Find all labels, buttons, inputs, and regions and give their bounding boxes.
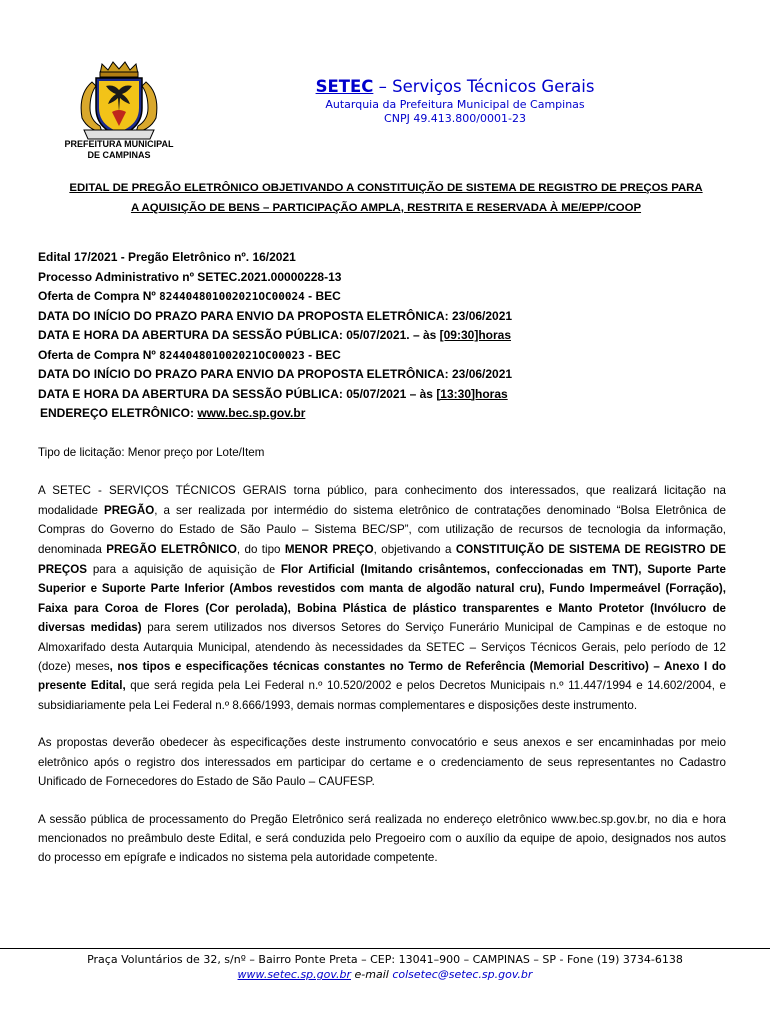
org-fullname: – Serviços Técnicos Gerais bbox=[373, 77, 595, 96]
org-subtitle: Autarquia da Prefeitura Municipal de Campinas bbox=[325, 98, 585, 111]
text-run: , objetivando a bbox=[373, 542, 456, 556]
email-link[interactable]: colsetec@setec.sp.gov.br bbox=[392, 968, 533, 981]
text-run: , a ser realizada por intermédio do sistema eletrônico de contratações denominado “Bolsa Eletrônica de Compras do Governo do Estado de São Paulo – Sistema BEC/SP”, com utilização de recursos de tecnologia da informação, denominada bbox=[38, 503, 726, 556]
abertura-label: DATA E HORA DA ABERTURA DA SESSÃO PÚBLICA: 05/07/2021 bbox=[38, 328, 407, 342]
abertura-label: DATA E HORA DA ABERTURA DA SESSÃO PÚBLICA: 05/07/2021 bbox=[38, 386, 407, 401]
abertura-time: [13:30]horas bbox=[436, 386, 508, 401]
abertura-sep: – às bbox=[406, 386, 437, 401]
website-link[interactable]: www.setec.sp.gov.br bbox=[237, 968, 351, 981]
endereco-eletronico bbox=[38, 404, 738, 424]
paragraph-propostas: As propostas deverão obedecer às especificações deste instrumento convocatório e seus anexos e ser encaminhadas por meio eletrônico após o registro dos interessados em participar do certame e o credenciamento de seus representantes no Cadastro Unificado de Fornecedores do Estado de São Paulo – CAUFESP. bbox=[38, 736, 726, 789]
title-line2: A AQUISIÇÃO DE BENS – PARTICIPAÇÃO AMPLA, RESTRITA E RESERVADA À ME/EPP/COOP bbox=[130, 202, 642, 214]
paragraph-sessao-publica: A sessão pública de processamento do Pregão Eletrônico será realizada no endereço eletrônico www.bec.sp.gov.br, no dia e hora mencionados no preâmbulo deste Edital, e será conduzida pelo Pregoeiro com o auxílio da equipe de apoio, designados nos autos do processo em epígrafe e indicados no sistema pela autoridade competente. bbox=[38, 812, 726, 865]
tipo-licitacao: Tipo de licitação: Menor preço por Lote/Item bbox=[38, 446, 265, 459]
text-run-serif: aquisição de bbox=[207, 561, 275, 577]
oferta-suffix: - BEC bbox=[304, 289, 341, 303]
edital-metadata bbox=[38, 248, 738, 424]
paragraph-preambulo bbox=[38, 481, 726, 715]
oferta-label: Oferta de Compra Nº bbox=[38, 347, 160, 362]
document-title bbox=[36, 178, 736, 218]
text-run-bold: , nos tipos e especificações técnicas constantes no Termo de Referência (Memorial Descritivo) – Anexo I do presente Edital, bbox=[38, 660, 726, 693]
logo-caption bbox=[62, 139, 176, 161]
footer-address: Praça Voluntários de 32, s/nº – Bairro Ponte Preta – CEP: 13041–900 – CAMPINAS – SP - Fone (19) 3734-6138 bbox=[87, 953, 683, 966]
edital-body bbox=[38, 443, 726, 886]
email-label: e-mail bbox=[351, 968, 393, 981]
text-run-bold: Flor Artificial (Imitando crisântemos, confeccionadas em TNT), Suporte Parte Superior e Suporte Parte Inferior (Ambos revestidos com manta de algodão natural cru), Fundo Impermeável (Forração), Faixa para Coroa de Flores (Cor perolada), Bobina Plástica de plástico transparentes e Manto Protetor (Invólucro de diversas medidas) bbox=[38, 563, 726, 635]
text-run: , do tipo bbox=[236, 542, 285, 556]
oferta-label: Oferta de Compra Nº bbox=[38, 289, 160, 303]
text-run: que será regida pela Lei Federal n.º 10.520/2002 e pelos Decretos Municipais n.º 11.447/1994 e 14.602/2004, e subsidiariamente pela Lei Federal n.º 8.666/1993, demais normas complementares e disposições deste instrumento. bbox=[38, 679, 726, 712]
endereco-label: ENDEREÇO ELETRÔNICO: bbox=[40, 406, 198, 420]
text-run-bold: PREGÃO bbox=[103, 503, 155, 517]
text-run-bold: PREGÃO ELETRÔNICO bbox=[106, 542, 237, 556]
prazo-inicio-1: DATA DO INÍCIO DO PRAZO PARA ENVIO DA PROPOSTA ELETRÔNICA: 23/06/2021 bbox=[38, 308, 513, 323]
footer-divider bbox=[0, 948, 770, 949]
text-run: para serem utilizados nos diversos Setores do Serviço Funerário Municipal de Campinas e de estoque no Almoxarifado desta Autarquia Municipal, atendendo às necessidades da SETEC – Serviços Técnicos Gerais, pelo período de 12 (doze) meses bbox=[38, 621, 726, 674]
text-run-bold: CONSTITUIÇÃO DE SISTEMA DE REGISTRO DE PREÇOS bbox=[38, 542, 726, 577]
prazo-inicio-2: DATA DO INÍCIO DO PRAZO PARA ENVIO DA PROPOSTA ELETRÔNICA: 23/06/2021 bbox=[38, 367, 513, 381]
footer-contacts bbox=[0, 967, 770, 982]
text-run: para a aquisição de bbox=[86, 563, 208, 577]
oferta-compra-2 bbox=[38, 346, 738, 366]
abertura-time: [09:30]horas bbox=[439, 328, 512, 342]
text-run: A SETEC - SERVIÇOS TÉCNICOS GERAIS torna público, para conhecimento dos interessados, que realizará licitação na modalidade bbox=[38, 484, 726, 517]
text-run-bold: MENOR PREÇO bbox=[284, 542, 374, 556]
oferta-code: 824404801002021OC00023 bbox=[159, 348, 305, 362]
title-line1: EDITAL DE PREGÃO ELETRÔNICO OBJETIVANDO A CONSTITUIÇÃO DE SISTEMA DE REGISTRO DE PREÇOS PARA bbox=[69, 182, 703, 194]
oferta-compra-1 bbox=[38, 287, 738, 307]
organization-name bbox=[270, 76, 640, 98]
abertura-sessao-2 bbox=[38, 385, 738, 405]
coat-of-arms-icon bbox=[62, 60, 176, 140]
org-cnpj: CNPJ 49.413.800/0001-23 bbox=[384, 112, 526, 125]
bec-link[interactable]: www.bec.sp.gov.br bbox=[197, 406, 306, 420]
edital-number: Edital 17/2021 - Pregão Eletrônico nº. 16/2021 bbox=[38, 250, 296, 264]
logo-caption-line2: DE CAMPINAS bbox=[87, 150, 151, 160]
processo-number: Processo Administrativo nº SETEC.2021.00000228-13 bbox=[38, 269, 342, 284]
oferta-code: 824404801002021OC00024 bbox=[159, 290, 305, 303]
org-acronym: SETEC bbox=[315, 77, 374, 96]
abertura-sep: . – às bbox=[406, 328, 440, 342]
abertura-sessao-1 bbox=[38, 326, 738, 346]
oferta-suffix: - BEC bbox=[304, 347, 341, 362]
letterhead bbox=[270, 76, 640, 126]
logo-caption-line1: PREFEITURA MUNICIPAL bbox=[64, 139, 174, 149]
footer bbox=[0, 952, 770, 982]
